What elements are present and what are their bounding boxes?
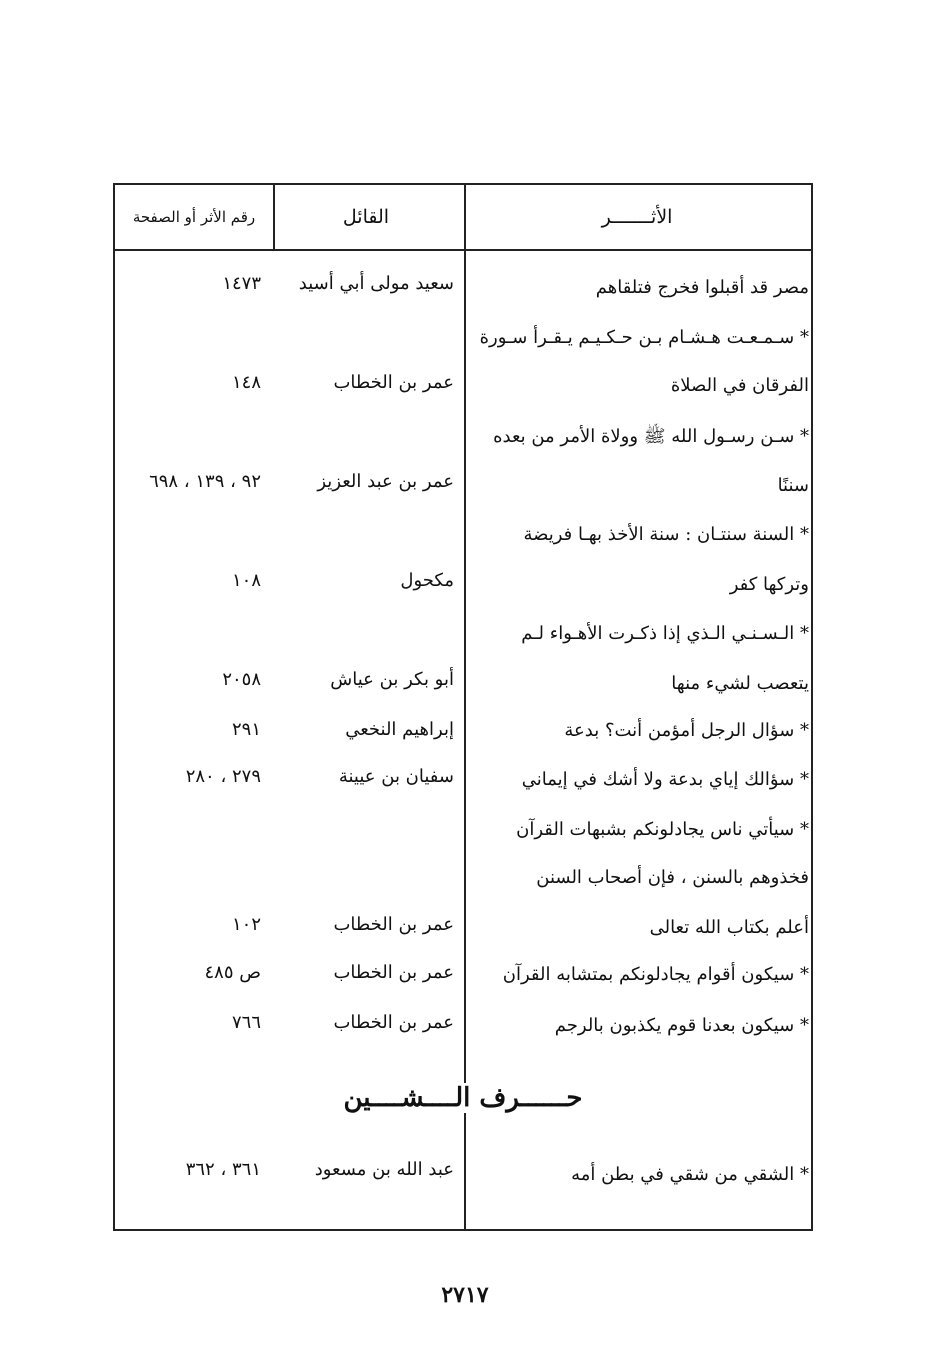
row-qail: سعيد مولى أبي أسيد (298, 273, 454, 294)
row-athar: * سـمـعـت هـشـام بـن حـكـيـم يـقـرأ سـورة (479, 327, 809, 348)
row-num: ٩٢ ، ١٣٩ ، ٦٩٨ (149, 471, 261, 492)
row-athar: الفرقان في الصلاة (670, 375, 809, 396)
row-num: ١٠٨ (231, 570, 261, 591)
row-athar: * سؤال الرجل أمؤمن أنت؟ بدعة (564, 720, 809, 741)
row-qail: عمر بن عبد العزيز (317, 471, 454, 492)
row-num: ٢٩١ (231, 719, 261, 740)
row-athar: * سيكون أقوام يجادلونكم بمتشابه القرآن (502, 964, 809, 985)
row-athar: يتعصب لشيء منها (671, 673, 809, 694)
row-athar: * الـسـنـي الـذي إذا ذكـرت الأهـواء لـم (521, 623, 809, 644)
row-qail: أبو بكر بن عياش (330, 669, 454, 690)
page-number: ٢٧١٧ (441, 1282, 489, 1308)
row-qail: سفيان بن عيينة (338, 766, 454, 787)
row-athar: * سيكون بعدنا قوم يكذبون بالرجم (554, 1015, 809, 1036)
row-athar: * سيأتي ناس يجادلونكم بشبهات القرآن (516, 819, 809, 840)
row-athar: * الشقي من شقي في بطن أمه (571, 1164, 809, 1185)
row-qail: عمر بن الخطاب (333, 914, 454, 935)
row-athar: فخذوهم بالسنن ، فإن أصحاب السنن (536, 867, 809, 888)
row-qail: عبد الله بن مسعود (314, 1159, 454, 1180)
row-num: ص ٤٨٥ (204, 962, 261, 983)
header-divider (115, 249, 811, 251)
row-qail: إبراهيم النخعي (345, 719, 454, 740)
row-athar: * السنة سنتـان : سنة الأخذ بهـا فريضة (523, 524, 809, 545)
divider-num-qail (273, 185, 275, 251)
row-qail: عمر بن الخطاب (333, 1012, 454, 1033)
section-title: حــــــرف الــــشــــين (331, 1083, 594, 1113)
row-athar: وتركها كفر (729, 574, 809, 595)
header-qail: القائل (342, 206, 390, 228)
row-qail: عمر بن الخطاب (333, 372, 454, 393)
row-num: ٣٦١ ، ٣٦٢ (185, 1159, 261, 1180)
row-qail: مكحول (400, 570, 454, 591)
row-athar: مصر قد أقبلوا فخرج فتلقاهم (595, 277, 809, 298)
row-athar: * سـن رسـول الله ﷺ وولاة الأمر من بعده (493, 426, 809, 447)
row-num: ٢٧٩ ، ٢٨٠ (185, 766, 261, 787)
index-table (113, 183, 813, 1231)
row-num: ٧٦٦ (231, 1012, 261, 1033)
row-athar: سننًا (777, 475, 809, 496)
row-num: ١٤٧٣ (222, 273, 261, 294)
row-num: ١٠٢ (231, 914, 261, 935)
row-athar: أعلم بكتاب الله تعالى (649, 917, 809, 938)
section-heading (115, 1083, 811, 1113)
row-num: ١٤٨ (231, 372, 261, 393)
header-num: رقم الأثر أو الصفحة (132, 208, 256, 226)
row-athar: * سؤالك إياي بدعة ولا أشك في إيماني (521, 769, 809, 790)
row-num: ٢٠٥٨ (222, 669, 261, 690)
header-athar: الأثـــــــر (601, 206, 673, 228)
row-qail: عمر بن الخطاب (333, 962, 454, 983)
